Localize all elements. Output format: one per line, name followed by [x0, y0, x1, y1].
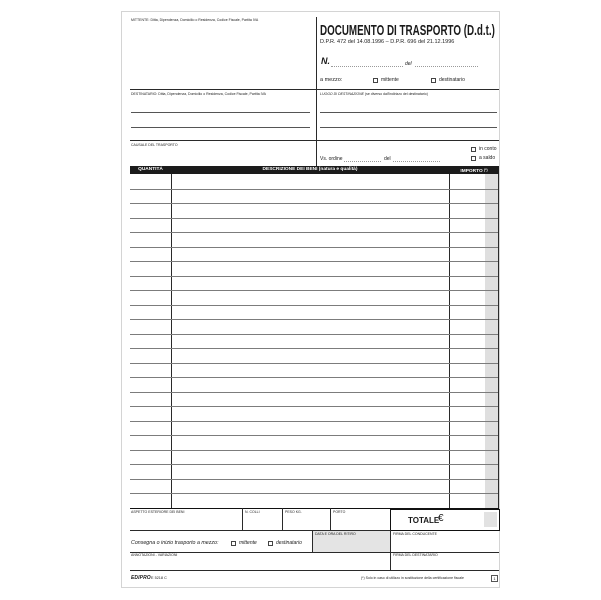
order-label: Vs. ordine — [320, 156, 343, 162]
quantity-column-header — [130, 166, 171, 174]
table-row-line — [130, 493, 498, 494]
amount-column-divider — [449, 174, 450, 508]
table-row-line — [130, 377, 498, 378]
amount-column-header — [449, 166, 499, 174]
table-row-line — [130, 247, 498, 248]
table-row-line — [130, 218, 498, 219]
transport-by-label: a mezzo: — [320, 77, 343, 83]
destination-line — [320, 112, 497, 113]
field-divider — [242, 508, 243, 530]
recipient-label: DESTINATARIO: Ditta, Dipendenza, Domicilio o Residenza, Codice Fiscale, Partita IVA — [131, 92, 266, 96]
table-row-line — [130, 421, 498, 422]
table-row-line — [130, 261, 498, 262]
quantity-column-divider — [171, 174, 172, 508]
delivery-sender-option: mittente — [239, 540, 257, 546]
table-row-line — [130, 334, 498, 335]
carriage-label: PORTO — [333, 510, 346, 514]
table-row-line — [130, 348, 498, 349]
section-divider — [130, 89, 499, 90]
destination-label: LUOGO DI DESTINAZIONE — [320, 92, 364, 96]
destination-line — [320, 127, 497, 128]
description-header-note: (natura e qualità) — [318, 167, 358, 172]
document-number-field — [331, 66, 403, 67]
total-box — [390, 509, 500, 531]
delivery-recipient-checkbox[interactable] — [268, 541, 273, 546]
destination-heading — [320, 93, 428, 97]
table-row-line — [130, 189, 498, 190]
amount-header-label: IMPORTO — [460, 169, 483, 174]
goods-table-header — [130, 166, 499, 174]
table-row-line — [130, 319, 498, 320]
recipient-signature-label: FIRMA DEL DESTINATARIO — [393, 553, 438, 557]
document-date-label: del — [405, 61, 412, 67]
table-row-line — [130, 464, 498, 465]
transport-reason-label: CAUSALE DEL TRASPORTO — [131, 143, 178, 147]
goods-appearance-label: ASPETTO ESTERIORE DEI BENI — [131, 510, 185, 514]
order-date-field — [393, 161, 440, 162]
table-row-line — [130, 450, 498, 451]
order-number-field — [344, 161, 381, 162]
delivery-recipient-option: destinatario — [276, 540, 302, 546]
table-row-line — [130, 276, 498, 277]
table-row-line — [130, 479, 498, 480]
document-date-field — [415, 66, 478, 67]
table-row-line — [130, 290, 498, 291]
copy-number-badge: 1 — [491, 575, 498, 582]
section-divider — [130, 140, 499, 141]
on-account-checkbox[interactable] — [471, 147, 476, 152]
pickup-datetime-label: DATA E ORA DEL RITIRO — [315, 532, 356, 536]
top-column-divider — [316, 17, 317, 166]
table-row-line — [130, 203, 498, 204]
balance-checkbox[interactable] — [471, 156, 476, 161]
publisher-logo: EDIPRO — [131, 575, 151, 581]
document-number-label: N. — [321, 56, 330, 66]
quantity-header-label: QUANTITÀ — [138, 167, 163, 172]
fiscal-note: (*) Solo in caso di utilizzo in sostituzione della certificazione fiscale — [361, 576, 464, 580]
packages-label: N. COLLI — [245, 510, 260, 514]
destination-note: (se diverso dall'indirizzo del destinatario) — [364, 92, 428, 96]
document-title: DOCUMENTO DI TRASPORTO (D.d.t.) — [320, 22, 495, 39]
total-label: TOTALE — [408, 516, 440, 525]
pickup-datetime-box — [312, 531, 390, 552]
recipient-line — [131, 127, 310, 128]
goods-table-body — [130, 174, 499, 508]
table-row-line — [130, 305, 498, 306]
euro-symbol: € — [438, 513, 444, 524]
total-cents-shading — [484, 512, 497, 527]
form-code: E 5218 C — [151, 576, 167, 580]
section-divider — [130, 552, 499, 553]
recipient-line — [131, 112, 310, 113]
table-row-line — [130, 435, 498, 436]
notes-label: ANNOTAZIONI - VARIAZIONI — [131, 553, 178, 557]
driver-signature-label: FIRMA DEL CONDUCENTE — [393, 532, 438, 536]
delivery-sender-checkbox[interactable] — [231, 541, 236, 546]
signature-column-divider — [390, 530, 391, 570]
delivery-label: Consegna o inizio trasporto a mezzo: — [131, 540, 219, 546]
field-divider — [330, 508, 331, 530]
cents-column-shading — [485, 174, 498, 508]
transport-recipient-option: destinatario — [439, 77, 465, 83]
order-date-label: del — [384, 156, 391, 162]
field-divider — [282, 508, 283, 530]
table-row-line — [130, 363, 498, 364]
table-right-border — [498, 174, 499, 508]
table-row-line — [130, 392, 498, 393]
table-row-line — [130, 406, 498, 407]
regulation-reference: D.P.R. 472 del 14.08.1996 – D.P.R. 696 del 21.12.1996 — [320, 39, 455, 45]
balance-option: a saldo — [479, 155, 496, 161]
table-row-line — [130, 232, 498, 233]
transport-sender-option: mittente — [381, 77, 399, 83]
on-account-option: in conto — [479, 146, 497, 152]
transport-sender-checkbox[interactable] — [373, 78, 378, 83]
transport-recipient-checkbox[interactable] — [431, 78, 436, 83]
sender-label: MITTENTE: Ditta, Dipendenza, Domicilio o Residenza, Codice Fiscale, Partita IVA — [131, 18, 259, 22]
description-header-label: DESCRIZIONE DEI BENI — [262, 167, 318, 172]
form-bottom-border — [130, 570, 499, 571]
amount-header-note: (*) — [484, 168, 488, 172]
weight-label: PESO KG. — [285, 510, 302, 514]
description-column-header — [171, 166, 449, 174]
